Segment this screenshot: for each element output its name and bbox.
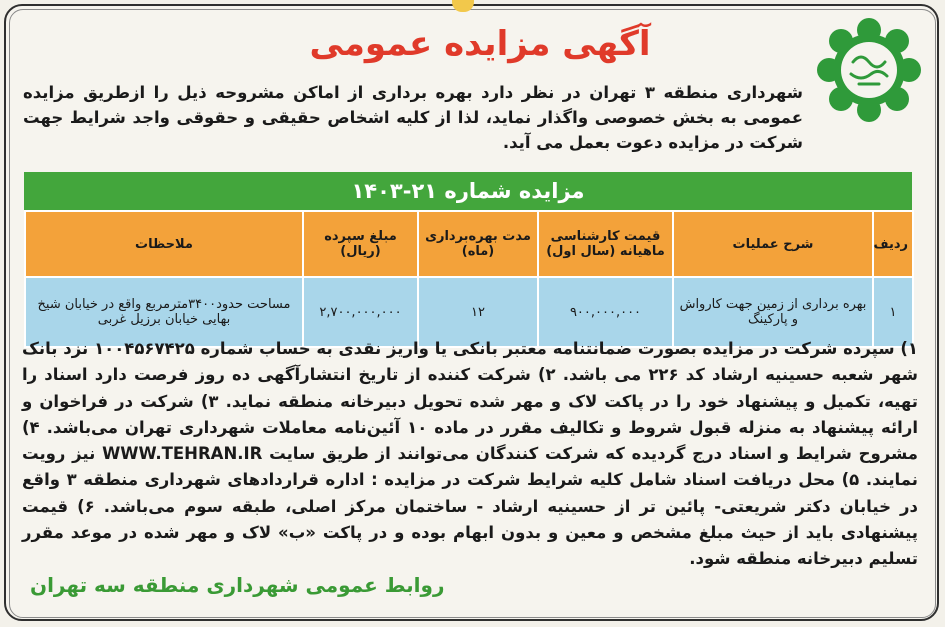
cell-duration: ۱۲: [418, 277, 538, 347]
table-header-row: [25, 211, 913, 277]
auction-number-banner: مزایده شماره ۲۱-۱۴۰۳: [24, 172, 912, 210]
intro-org: شهرداری منطقه ۳ تهران: [589, 83, 804, 102]
tehran-municipality-logo-icon: [809, 14, 929, 126]
intro-paragraph: [23, 80, 803, 155]
cell-deposit: ۲,۷۰۰,۰۰۰,۰۰۰: [303, 277, 418, 347]
intro-text: در نظر دارد بهره برداری از اماکن مشروحه ذیل را ازطریق مزایده عمومی به بخش خصوصی واگذار نماید، لذا از کلیه اشخاص حقیقی و حقوقی واجد شرایط جهت شرکت در مزایده دعوت بعمل می آید.: [23, 83, 803, 152]
header-deposit: مبلغ سپرده (ریال): [303, 211, 418, 277]
header-description: شرح عملیات: [673, 211, 873, 277]
conditions-paragraph: ۱) سپرده شرکت در مزایده بصورت ضمانتنامه معتبر بانکی یا واریز نقدی به حساب شماره ۱۰۰۴۵۶۷۴۲۵ نزد بانک شهر شعبه حسینیه ارشاد کد ۲۲۶ می باشد. ۲) شرکت کننده از تاریخ انتشارآگهی ده روز فرصت دارد اسناد را تهیه، تکمیل و پیشنهاد خود را در پاکت لاک و مهر شده تحویل دبیرخانه منطقه نماید. ۳) شرکت در فراخوان و ارائه پیشنهاد به منزله قبول شروط و تکالیف مقرر در ماده ۱۰ آئین‌نامه معاملات شهرداری تهران می‌باشد. ۴) مشروح شرایط و اسناد درج گردیده که شرکت کنندگان می‌توانند از طریق سایت WWW.TEHRAN.IR نیز رویت نمایند. ۵) محل دریافت اسناد شامل کلیه شرایط شرکت در مزایده : اداره قراردادهای شهرداری منطقه ۳ واقع در خیابان دکتر شریعتی- پائین تر از حسینیه ارشاد - ساختمان مرکز اصلی، طبقه سوم می‌باشد. ۶) قیمت پیشنهادی باید از حیث مبلغ مشخص و معین و بدون ابهام بوده و در پاکت «ب» لاک و مهر شده در موعد مقرر تسلیم دبیرخانه منطقه شود.: [22, 339, 919, 569]
cell-description: بهره برداری از زمین جهت کارواش و پارکینگ: [673, 277, 873, 347]
header-appraised-price: قیمت کارشناسی ماهیانه (سال اول): [538, 211, 673, 277]
page-title: آگهی مزایده عمومی: [309, 24, 651, 64]
auction-table: [24, 210, 914, 348]
cell-appraised-price: ۹۰۰,۰۰۰,۰۰۰: [538, 277, 673, 347]
header-row-number: ردیف: [873, 211, 913, 277]
footer-signature: روابط عمومی شهرداری منطقه سه تهران: [30, 573, 445, 597]
cell-notes: مساحت حدود۳۴۰۰مترمربع واقع در خیابان شیخ بهایی خیابان برزیل غربی: [25, 277, 303, 347]
header-notes: ملاحظات: [25, 211, 303, 277]
cell-row-number: ۱: [873, 277, 913, 347]
header-duration: مدت بهره‌برداری (ماه): [418, 211, 538, 277]
